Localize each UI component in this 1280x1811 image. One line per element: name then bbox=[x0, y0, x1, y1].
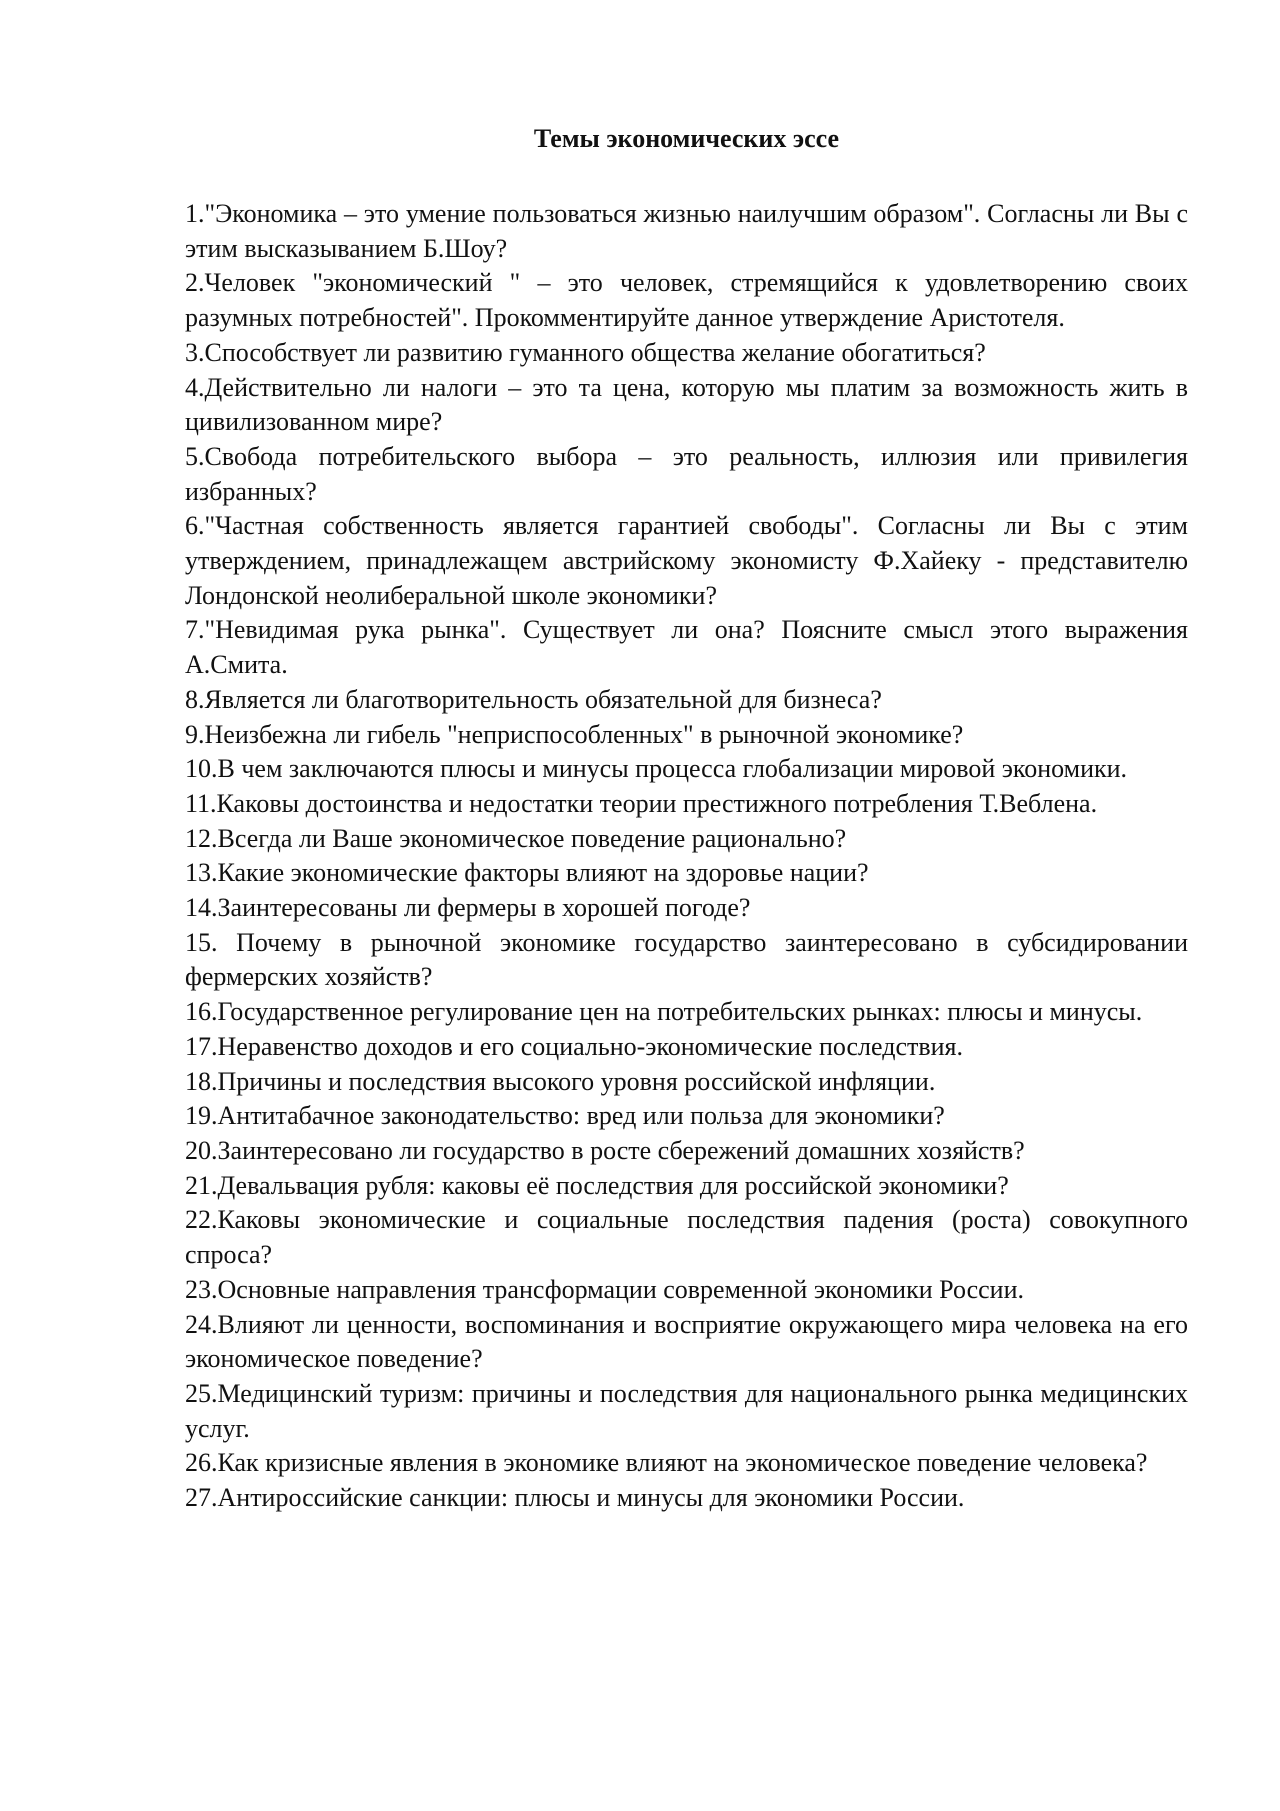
essay-topic-8: 8.Является ли благотворительность обязательной для бизнеса? bbox=[185, 684, 882, 714]
essay-topic-13: 13.Какие экономические факторы влияют на здоровье нации? bbox=[185, 858, 869, 888]
essay-topic-14: 14.Заинтересованы ли фермеры в хорошей погоде? bbox=[185, 893, 751, 923]
essay-topic-10: 10.В чем заключаются плюсы и минусы процесса глобализации мировой экономики. bbox=[185, 754, 1128, 784]
essay-topic-9: 9.Неизбежна ли гибель "неприспособленных" в рыночной экономике? bbox=[185, 719, 964, 749]
essay-topic-15: 15. Почему в рыночной экономике государство заинтересовано в субсидировании фермерских хозяйств? bbox=[185, 927, 1188, 992]
essay-topic-22: 22.Каковы экономические и социальные последствия падения (роста) совокупного спроса? bbox=[185, 1205, 1188, 1270]
document-title: Темы экономических эссе bbox=[533, 124, 840, 153]
essay-topic-2: 2.Человек "экономический " – это человек, стремящийся к удовлетворению своих разумных потребностей". Прокомментируйте данное утверждение Аристотеля. bbox=[185, 268, 1188, 333]
essay-topic-6: 6."Частная собственность является гарантией свободы". Согласны ли Вы с этим утверждением, принадлежащем австрийскому экономисту Ф.Хайеку - представителю Лондонской неолиберальной школе экономики? bbox=[185, 511, 1188, 610]
essay-topic-20: 20.Заинтересовано ли государство в росте сбережений домашних хозяйств? bbox=[185, 1135, 1025, 1165]
essay-topic-4: 4.Действительно ли налоги – это та цена, которую мы платим за возможность жить в цивилизованном мире? bbox=[185, 372, 1188, 437]
essay-topic-16: 16.Государственное регулирование цен на потребительских рынках: плюсы и минусы. bbox=[185, 997, 1143, 1027]
essay-topic-24: 24.Влияют ли ценности, воспоминания и восприятие окружающего мира человека на его экономическое поведение? bbox=[185, 1309, 1188, 1374]
essay-topic-19: 19.Антитабачное законодательство: вред или польза для экономики? bbox=[185, 1101, 945, 1131]
essay-topic-27: 27.Антироссийские санкции: плюсы и минусы для экономики России. bbox=[185, 1483, 965, 1513]
essay-topic-3: 3.Способствует ли развитию гуманного общества желание обогатиться? bbox=[185, 337, 986, 367]
essay-topic-5: 5.Свобода потребительского выбора – это реальность, иллюзия или привилегия избранных? bbox=[185, 441, 1188, 506]
essay-topic-11: 11.Каковы достоинства и недостатки теории престижного потребления Т.Веблена. bbox=[185, 788, 1098, 818]
essay-topic-26: 26.Как кризисные явления в экономике влияют на экономическое поведение человека? bbox=[185, 1448, 1148, 1478]
essay-topic-21: 21.Девальвация рубля: каковы её последствия для российской экономики? bbox=[185, 1170, 1009, 1200]
essay-topic-12: 12.Всегда ли Ваше экономическое поведение рационально? bbox=[185, 823, 847, 853]
essay-topic-17: 17.Неравенство доходов и его социально-экономические последствия. bbox=[185, 1031, 963, 1061]
essay-topics-list bbox=[185, 197, 1188, 1516]
essay-topic-23: 23.Основные направления трансформации современной экономики России. bbox=[185, 1274, 1024, 1304]
essay-topic-7: 7."Невидимая рука рынка". Существует ли она? Поясните смысл этого выражения А.Смита. bbox=[185, 615, 1188, 680]
essay-topic-18: 18.Причины и последствия высокого уровня российской инфляции. bbox=[185, 1066, 936, 1096]
essay-topic-1: 1."Экономика – это умение пользоваться жизнью наилучшим образом". Согласны ли Вы с этим высказыванием Б.Шоу? bbox=[185, 199, 1188, 263]
essay-topic-25: 25.Медицинский туризм: причины и последствия для национального рынка медицинских услуг. bbox=[185, 1378, 1188, 1443]
